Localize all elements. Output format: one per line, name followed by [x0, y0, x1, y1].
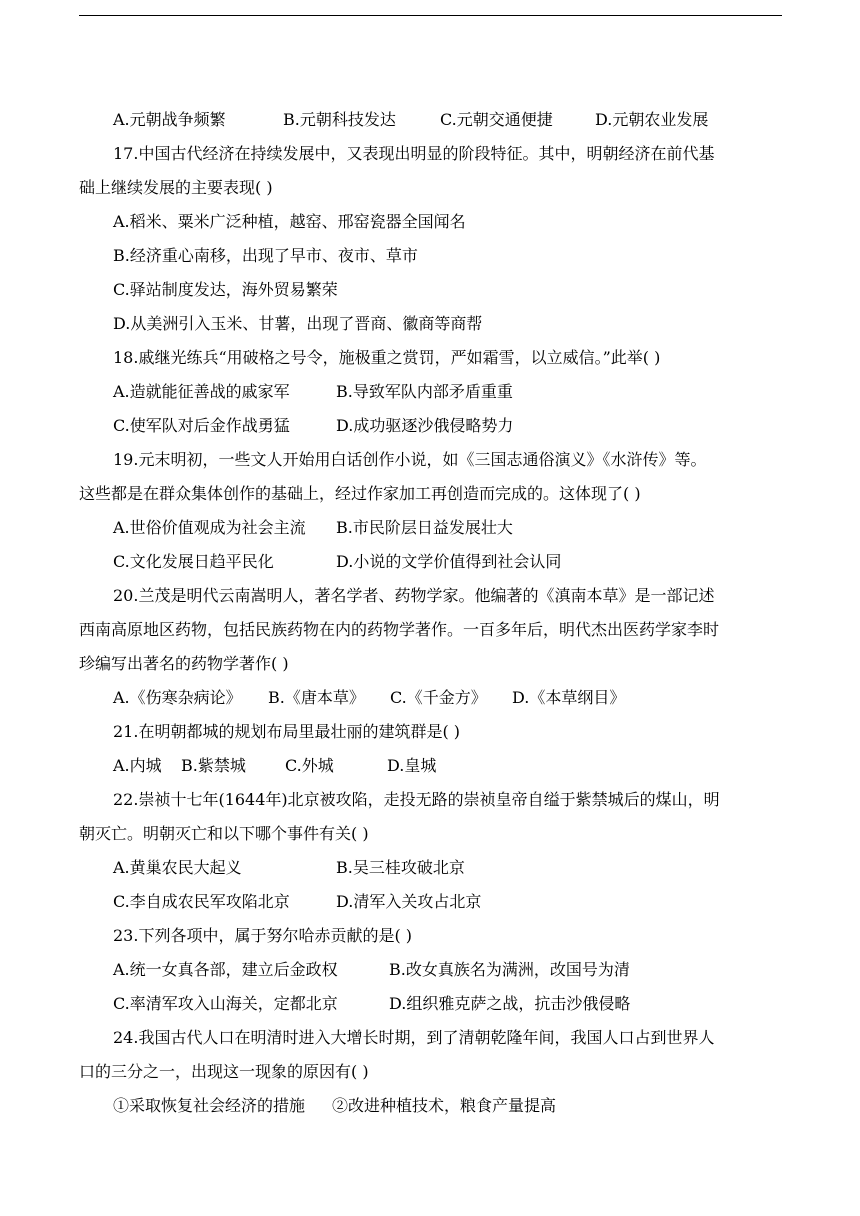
header-rule: [79, 15, 782, 16]
q22-options-row1: [79, 851, 782, 885]
q20-option-c: C.《千金方》: [390, 688, 487, 707]
q21-option-a: A.内城: [113, 756, 162, 775]
q20-stem-line3: 珍编写出著名的药物学著作( ): [79, 654, 289, 673]
q17-stem-line1: 17.中国古代经济在持续发展中，又表现出明显的阶段特征。其中，明朝经济在前代基: [113, 144, 715, 163]
q23-option-a: A.统一女真各部，建立后金政权: [113, 960, 338, 979]
q23-stem-line1: 23.下列各项中，属于努尔哈赤贡献的是( ): [113, 926, 413, 945]
q23-option-d: D.组织雅克萨之战，抗击沙俄侵略: [389, 994, 631, 1013]
q19-stem-line1: 19.元末明初，一些文人开始用白话创作小说，如《三国志通俗演义》《水浒传》等。: [113, 450, 707, 469]
q22-option-a: A.黄巢农民大起义: [113, 858, 242, 877]
q20-option-a: A.《伤寒杂病论》: [113, 688, 242, 707]
q24-stem-line1: 24.我国古代人口在明清时进入大增长时期，到了清朝乾隆年间，我国人口占到世界人: [113, 1028, 715, 1047]
q20-option-b: B.《唐本草》: [268, 688, 365, 707]
q20-options: [79, 681, 782, 715]
q24-item-2: ②改进种植技术，粮食产量提高: [332, 1096, 557, 1115]
q18-stem-line1: 18.戚继光练兵“用破格之号令，施极重之赏罚，严如霜雪，以立威信。”此举( ): [113, 348, 661, 367]
q20-stem-line1: 20.兰茂是明代云南嵩明人，著名学者、药物学家。他编著的《滇南本草》是一部记述: [113, 586, 715, 605]
q19-stem-line2: 这些都是在群众集体创作的基础上，经过作家加工再创造而完成的。这体现了( ): [79, 484, 641, 503]
q17-option-b: B.经济重心南移，出现了早市、夜市、草市: [113, 246, 418, 265]
q18-options-row2: [79, 409, 782, 443]
q23-option-c: C.率清军攻入山海关，定都北京: [113, 994, 338, 1013]
q21-stem-line1: 21.在明朝都城的规划布局里最壮丽的建筑群是( ): [113, 722, 461, 741]
q16-option-a: A.元朝战争频繁: [113, 110, 226, 129]
question-page: [79, 103, 782, 1123]
q16-option-c: C.元朝交通便捷: [440, 110, 553, 129]
q17-option-d: D.从美洲引入玉米、甘薯，出现了晋商、徽商等商帮: [113, 314, 483, 333]
q22-option-d: D.清军入关攻占北京: [336, 892, 482, 911]
q16-option-d: D.元朝农业发展: [595, 110, 709, 129]
q21-option-c: C.外城: [285, 756, 334, 775]
q19-options-row2: [79, 545, 782, 579]
q23-option-b: B.改女真族名为满洲，改国号为清: [389, 960, 630, 979]
q19-option-b: B.市民阶层日益发展壮大: [336, 518, 513, 537]
q21-option-d: D.皇城: [387, 756, 437, 775]
q20-stem-line2: 西南高原地区药物，包括民族药物在内的药物学著作。一百多年后，明代杰出医药学家李时: [79, 620, 720, 639]
q18-option-b: B.导致军队内部矛盾重重: [336, 382, 513, 401]
q22-stem-line2: 朝灭亡。明朝灭亡和以下哪个事件有关( ): [79, 824, 369, 843]
q24-item-1: ①采取恢复社会经济的措施: [113, 1096, 306, 1115]
q16-option-b: B.元朝科技发达: [283, 110, 396, 129]
q18-option-c: C.使军队对后金作战勇猛: [113, 416, 290, 435]
q19-option-d: D.小说的文学价值得到社会认同: [336, 552, 562, 571]
q22-option-c: C.李自成农民军攻陷北京: [113, 892, 290, 911]
q19-option-c: C.文化发展日趋平民化: [113, 552, 274, 571]
q23-options-row1: [79, 953, 782, 987]
q21-options: [79, 749, 782, 783]
q18-options-row1: [79, 375, 782, 409]
q22-option-b: B.吴三桂攻破北京: [336, 858, 465, 877]
q16-options: [79, 103, 782, 137]
q17-option-c: C.驿站制度发达，海外贸易繁荣: [113, 280, 338, 299]
q20-option-d: D.《本草纲目》: [512, 688, 626, 707]
q18-option-d: D.成功驱逐沙俄侵略势力: [336, 416, 514, 435]
q18-option-a: A.造就能征善战的戚家军: [113, 382, 290, 401]
q24-items: [79, 1089, 782, 1123]
q17-stem-line2: 础上继续发展的主要表现( ): [79, 178, 273, 197]
q19-option-a: A.世俗价值观成为社会主流: [113, 518, 306, 537]
q19-options-row1: [79, 511, 782, 545]
q24-stem-line2: 口的三分之一，出现这一现象的原因有( ): [79, 1062, 369, 1081]
q23-options-row2: [79, 987, 782, 1021]
q22-stem-line1: 22.崇祯十七年(1644年)北京被攻陷，走投无路的崇祯皇帝自缢于紫禁城后的煤山，明: [113, 790, 720, 809]
q22-options-row2: [79, 885, 782, 919]
q21-option-b: B.紫禁城: [181, 756, 246, 775]
q17-option-a: A.稻米、粟米广泛种植，越窑、邢窑瓷器全国闻名: [113, 212, 466, 231]
